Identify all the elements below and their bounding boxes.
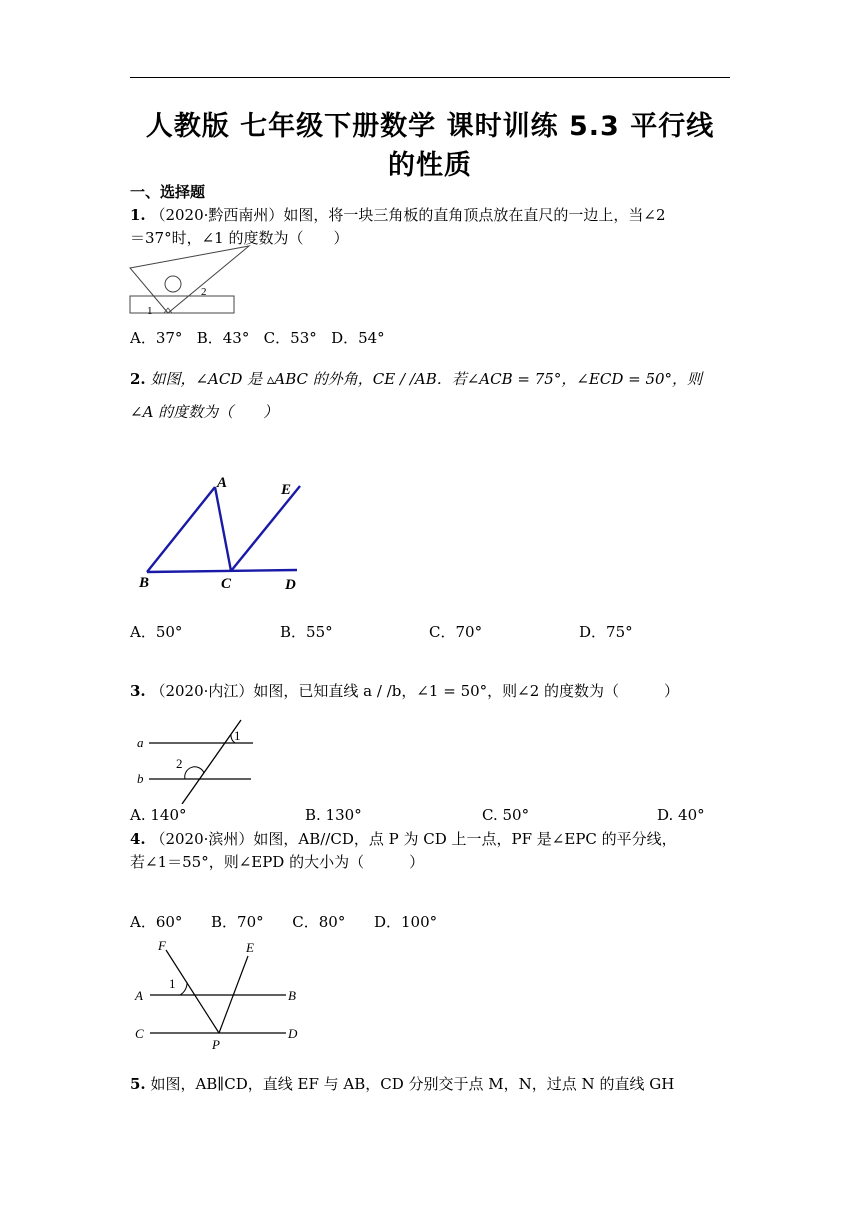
q3-figure	[135, 716, 260, 804]
q3-line1	[130, 680, 679, 701]
line-ce	[231, 486, 300, 571]
q3-text: （2020·内江）如图，已知直线 a / /b，∠1 = 50°，则∠2 的度数为（ ）	[150, 682, 680, 700]
q4-options	[130, 911, 437, 932]
q4-fig-label-C: C	[135, 1026, 144, 1041]
q4-line1	[130, 828, 677, 849]
q1-number: 1.	[130, 206, 146, 224]
line-bd	[147, 570, 297, 572]
triangle-hole-circle	[165, 276, 181, 292]
q3-option-d[interactable]: D. 40°	[657, 806, 705, 824]
triangle-ruler-shape	[130, 246, 249, 313]
q4-option-b[interactable]: B．70°	[211, 913, 264, 931]
q1-line2: ＝37°时，∠1 的度数为（ ）	[130, 229, 349, 247]
q4-number: 4.	[130, 830, 146, 848]
q3-option-a[interactable]: A. 140°	[130, 806, 187, 824]
q1-option-c[interactable]: C．53°	[263, 329, 317, 347]
header-rule	[130, 77, 730, 78]
q4-option-a[interactable]: A．60°	[130, 913, 183, 931]
q4-option-d[interactable]: D．100°	[373, 913, 438, 931]
q2-fig-label-B: B	[139, 575, 150, 591]
q1-text: （2020·黔西南州）如图，将一块三角板的直角顶点放在直尺的一边上，当∠2	[150, 206, 666, 224]
q5-text: 如图，AB∥CD，直线 EF 与 AB，CD 分别交于点 M，N，过点 N 的直线 GH	[150, 1075, 675, 1093]
q1-fig-label-2: 2	[201, 286, 207, 298]
q1-option-a[interactable]: A．37°	[130, 329, 183, 347]
q3-fig-label-b: b	[137, 771, 144, 786]
q4-fig-label-B: B	[288, 988, 296, 1003]
q2-line1	[130, 368, 702, 389]
q4-fig-label-1: 1	[169, 976, 176, 991]
transversal-line	[182, 720, 241, 804]
q3-fig-label-a: a	[137, 735, 144, 750]
q3-option-b[interactable]: B. 130°	[305, 806, 362, 824]
q3-fig-label-2: 2	[176, 756, 183, 771]
q2-text: 如图，∠ACD 是 ▵ABC 的外角，CE / /AB．若∠ACB = 75°，∠ECD = 50°，则	[150, 370, 703, 388]
q4-fig-label-D: D	[288, 1026, 298, 1041]
q2-fig-label-A: A	[217, 475, 228, 491]
q1-option-d[interactable]: D．54°	[331, 329, 385, 347]
line-ab	[147, 487, 215, 572]
q4-text: （2020·滨州）如图，AB//CD，点 P 为 CD 上一点，PF 是∠EPC 的平分线，	[150, 830, 677, 848]
page-title-line2: 的性质	[388, 150, 472, 181]
q4-fig-label-A: A	[135, 988, 143, 1003]
q2-option-a[interactable]: A．50°	[130, 623, 183, 641]
q2-option-c[interactable]: C．70°	[429, 623, 483, 641]
q2-fig-label-E: E	[281, 482, 292, 498]
q3-fig-label-1: 1	[234, 728, 241, 743]
q3-option-c[interactable]: C. 50°	[482, 806, 530, 824]
q4-option-c[interactable]: C．80°	[292, 913, 346, 931]
q4-fig-label-E: E	[246, 940, 254, 955]
q1-options	[130, 327, 385, 348]
q1-figure	[128, 244, 252, 318]
ruler-shape	[130, 296, 234, 313]
q3-number: 3.	[130, 682, 146, 700]
q5-number: 5.	[130, 1075, 146, 1093]
q2-number: 2.	[130, 370, 146, 388]
q1-option-b[interactable]: B．43°	[196, 329, 250, 347]
q2-option-d[interactable]: D．75°	[579, 623, 633, 641]
q2-fig-label-D: D	[285, 577, 296, 593]
q2-figure	[135, 470, 310, 595]
q1-fig-label-1: 1	[147, 305, 153, 317]
q2-line2: ∠A 的度数为（ ）	[130, 403, 279, 421]
line-ac	[215, 487, 231, 571]
q4-fig-label-F: F	[158, 938, 166, 953]
angle1-arc	[180, 982, 187, 995]
q4-figure	[128, 936, 310, 1052]
q5-line1	[130, 1073, 674, 1094]
q2-fig-label-C: C	[221, 576, 232, 592]
page-title: 人教版 七年级下册数学 课时训练 5.3 平行线	[145, 111, 715, 142]
q1-line1	[130, 204, 666, 225]
q2-option-b[interactable]: B．55°	[280, 623, 333, 641]
section-heading: 一、选择题	[130, 183, 206, 201]
line-pf	[166, 950, 219, 1033]
q4-fig-label-P: P	[212, 1037, 220, 1052]
q4-line2: 若∠1＝55°，则∠EPD 的大小为（ ）	[130, 853, 425, 871]
